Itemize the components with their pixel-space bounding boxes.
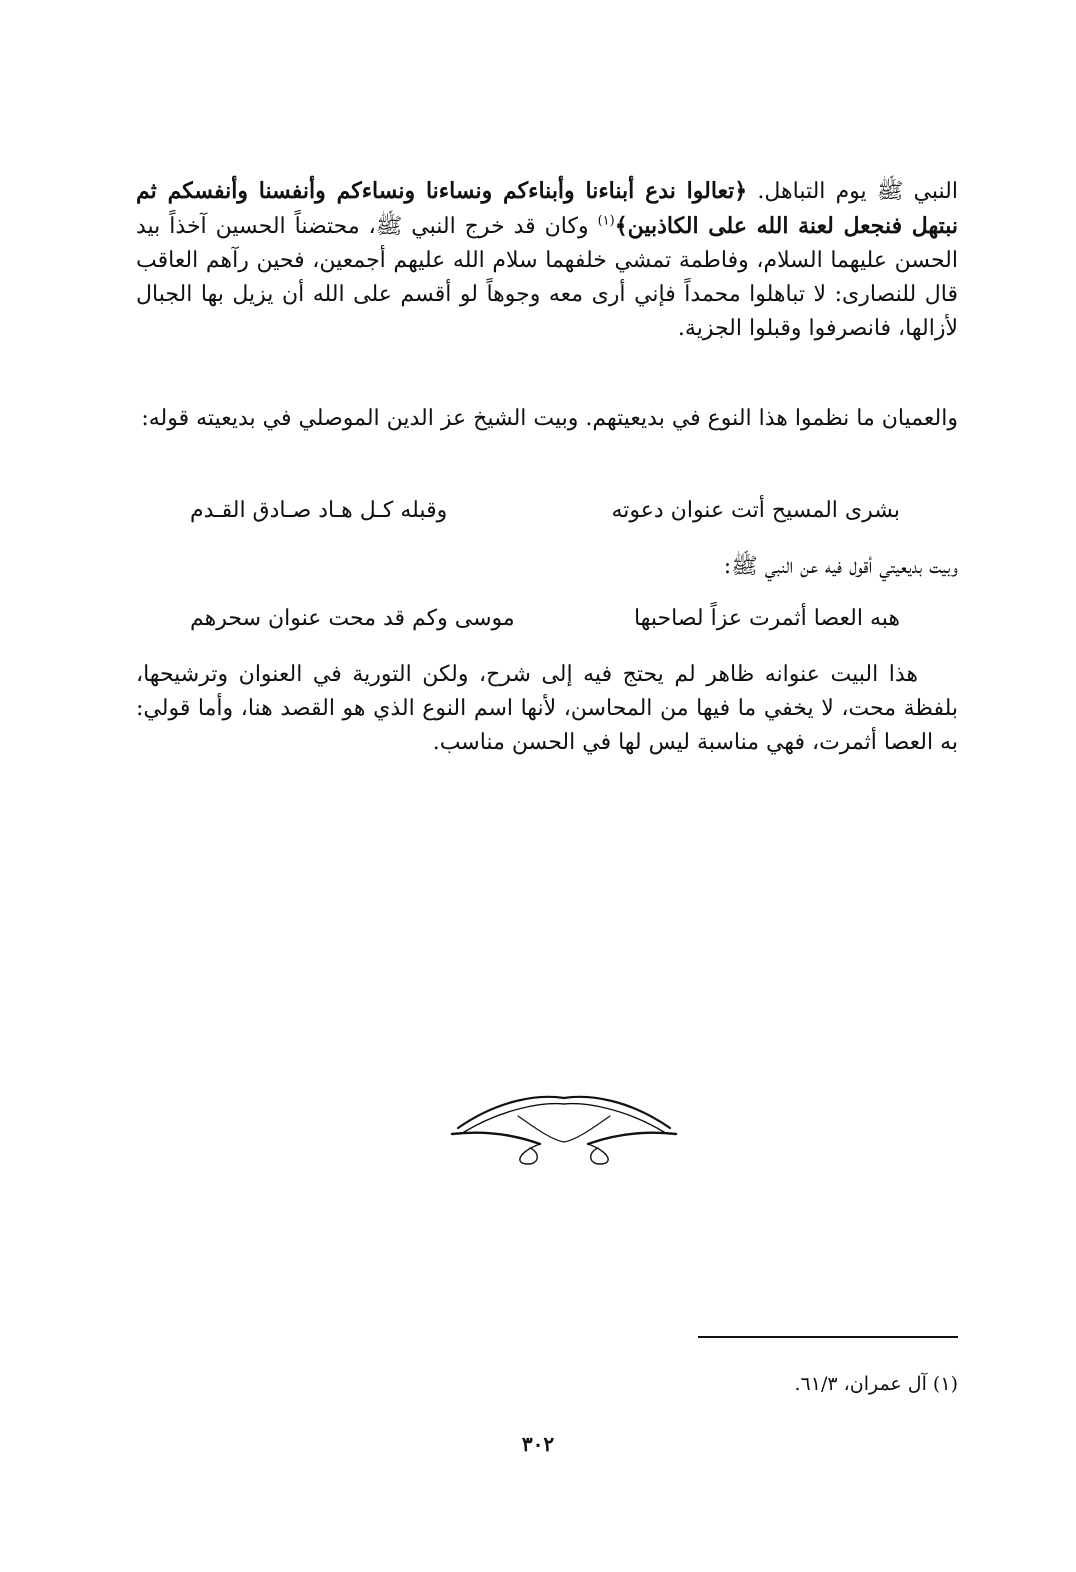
paragraph-1-lead: النبي ﷺ يوم التباهل.	[757, 179, 958, 204]
page-number: ٣٠٢	[521, 1432, 555, 1456]
poem-verse-2	[150, 602, 900, 636]
paragraph-1	[136, 174, 958, 346]
paragraph-3: هذا البيت عنوانه ظاهر لم يحتج فيه إلى شرح، ولكن التورية في العنوان وترشيحها، بلفظة محت، لا يخفي ما فيها من المحاسن، لأنها اسم النوع الذي هو القصد هنا، وأما قولي: به العصا أثمرت، فهي مناسبة ليس لها في الحسن مناسب.	[136, 662, 958, 755]
footnote-reference[interactable]: (١)	[597, 213, 615, 229]
poem-verse-1	[150, 494, 900, 528]
paragraph-1-rest: وكان قد خرج النبي ﷺ، محتضناً الحسين آخذاً بيد الحسن عليهما السلام، وفاطمة تمشي خلفهما سلام الله عليهم أجمعين، فحين رآهم العاقب قال للنصارى: لا تباهلوا محمداً فإني أرى معه وجوهاً لو أقسم على الله أن يزيل بها الجبال لأزالها، فانصرفوا وقبلوا الجزية.	[136, 214, 958, 341]
decorative-flourish-icon	[448, 1090, 680, 1166]
verse-2-first-hemistich: هبه العصا أثمرت عزاً لصاحبها	[634, 606, 900, 631]
verse-2-introduction: وبيت بديعيتي أقول فيه عن النبي ﷺ:	[723, 554, 958, 579]
paragraph-2: والعميان ما نظموا هذا النوع في بديعيتهم. وبيت الشيخ عز الدين الموصلي في بديعيته قوله:	[141, 406, 958, 431]
verse-1-first-hemistich: بشرى المسيح أتت عنوان دعوته	[611, 498, 900, 523]
verse-2-second-hemistich: موسى وكم قد محت عنوان سحرهم	[190, 606, 515, 631]
verse-1-second-hemistich: وقبله كـل هـاد صـادق القـدم	[190, 498, 448, 523]
footnote-1: (١) آل عمران، ٦١/٣.	[794, 1373, 958, 1395]
quran-verse: ﴿تعالوا ندع أبناءنا وأبناءكم ونساءنا ونساءكم وأنفسنا وأنفسكم ثم نبتهل فنجعل لعنة الله على الكاذبين﴾	[136, 178, 958, 239]
footnote-separator	[698, 1336, 958, 1338]
